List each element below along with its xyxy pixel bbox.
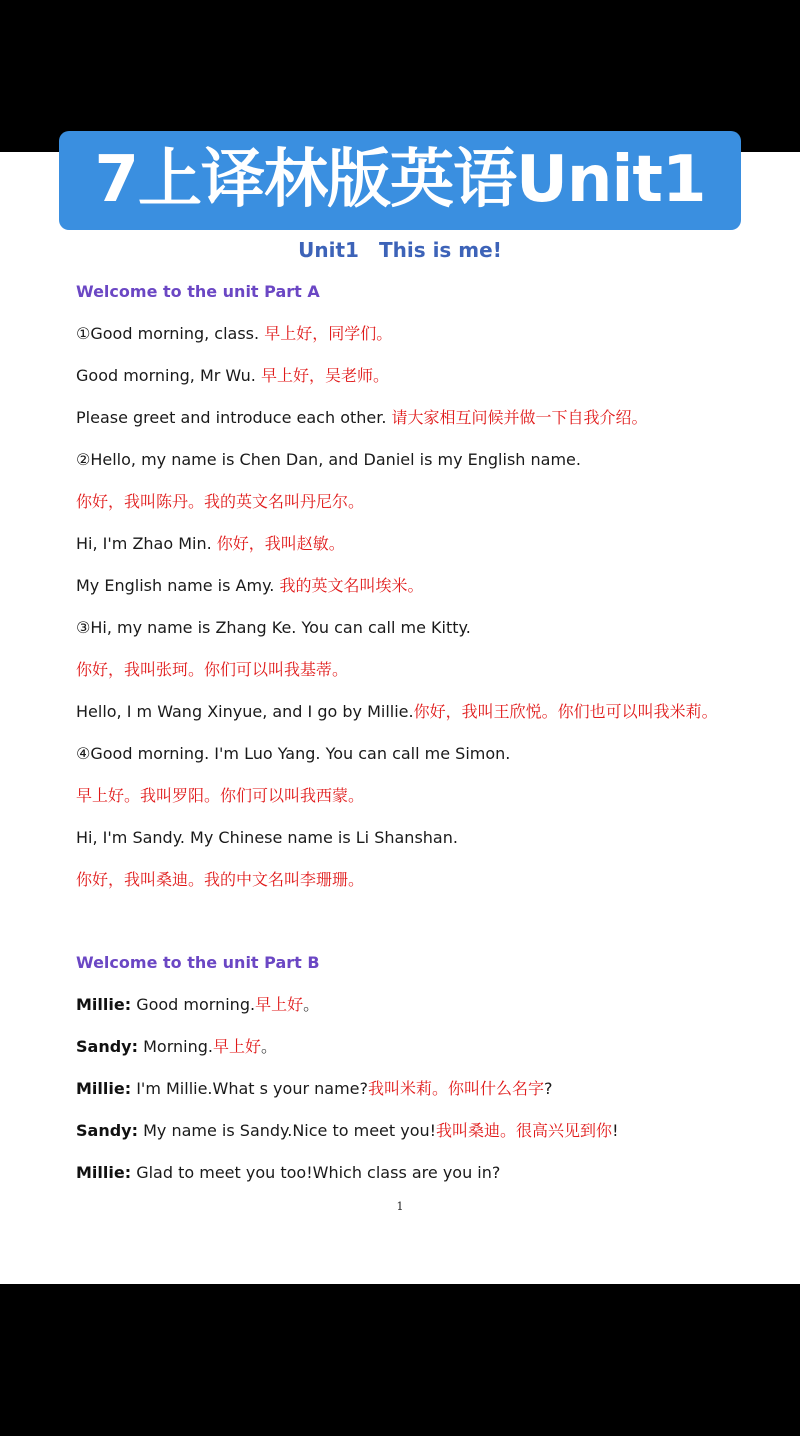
page-number: 1	[396, 1200, 404, 1213]
part-b-heading: Welcome to the unit Part B	[76, 953, 320, 972]
top-black-bar	[0, 0, 800, 152]
bottom-black-bar	[0, 1284, 800, 1436]
english-text: My English name is Amy.	[76, 576, 275, 595]
chinese-translation: 你好，我叫桑迪。我的中文名叫李珊珊。	[76, 870, 365, 889]
part-a-line-10	[76, 698, 776, 726]
chinese-translation: 早上好	[212, 1037, 261, 1056]
english-text: Hi, I'm Sandy. My Chinese name is Li Shanshan.	[76, 828, 458, 847]
punctuation: ?	[544, 1079, 553, 1098]
english-text: Good morning.	[136, 995, 256, 1014]
document-title-unit: Unit1	[298, 238, 359, 262]
speaker-name: Millie:	[76, 1079, 132, 1098]
chinese-translation: 早上好	[255, 995, 304, 1014]
part-a-line-4	[76, 446, 776, 474]
part-b-dialogue-4	[76, 1117, 776, 1145]
chinese-translation: 你好，我叫张珂。你们可以叫我基蒂。	[76, 660, 349, 679]
chinese-translation: 你好，我叫赵敏。	[216, 534, 345, 553]
part-a-line-12	[76, 782, 776, 810]
punctuation: 。	[303, 995, 320, 1014]
chinese-translation: 我的英文名叫埃米。	[279, 576, 424, 595]
document-title	[0, 233, 800, 267]
english-text: Good morning, Mr Wu.	[76, 366, 256, 385]
part-a-line-5	[76, 488, 776, 516]
part-a-line-14	[76, 866, 776, 894]
part-a-line-13	[76, 824, 776, 852]
chinese-translation: 早上好，吴老师。	[260, 366, 389, 385]
speaker-name: Millie:	[76, 1163, 132, 1182]
chinese-translation: 你好，我叫王欣悦。你们也可以叫我米莉。	[413, 702, 718, 721]
punctuation: !	[612, 1121, 619, 1140]
english-text: ②Hello, my name is Chen Dan, and Daniel is my English name.	[76, 450, 581, 469]
part-a-heading: Welcome to the unit Part A	[76, 282, 320, 301]
english-text: Glad to meet you too!Which class are you in?	[136, 1163, 501, 1182]
english-text: I'm Millie.What s your name?	[136, 1079, 368, 1098]
part-b-dialogue-1	[76, 991, 776, 1019]
english-text: ④Good morning. I'm Luo Yang. You can call me Simon.	[76, 744, 511, 763]
english-text: Morning.	[143, 1037, 213, 1056]
part-b-dialogue-5	[76, 1159, 776, 1187]
part-a-line-7	[76, 572, 776, 600]
chinese-translation: 我叫桑迪。很高兴见到你	[436, 1121, 613, 1140]
english-text: My name is Sandy.Nice to meet you!	[143, 1121, 437, 1140]
chinese-translation: 你好，我叫陈丹。我的英文名叫丹尼尔。	[76, 492, 365, 511]
part-a-line-9	[76, 656, 776, 684]
part-b-dialogue-3	[76, 1075, 776, 1103]
part-b-dialogue-2	[76, 1033, 776, 1061]
part-a-line-2	[76, 362, 776, 390]
speaker-name: Millie:	[76, 995, 132, 1014]
part-a-line-6	[76, 530, 776, 558]
english-text: ①Good morning, class.	[76, 324, 260, 343]
english-text: Please greet and introduce each other.	[76, 408, 387, 427]
part-a-line-8	[76, 614, 776, 642]
document-title-text: This is me!	[378, 238, 502, 262]
chinese-translation: 我叫米莉。你叫什么名字	[367, 1079, 544, 1098]
banner-title: 7上译林版英语Unit1	[94, 143, 706, 217]
part-a-line-3	[76, 404, 776, 432]
title-banner	[59, 131, 741, 230]
english-text: ③Hi, my name is Zhang Ke. You can call me Kitty.	[76, 618, 471, 637]
english-text: Hello, I m Wang Xinyue, and I go by Millie.	[76, 702, 414, 721]
chinese-translation: 请大家相互问候并做一下自我介绍。	[391, 408, 648, 427]
chinese-translation: 早上好，同学们。	[264, 324, 393, 343]
part-a-line-1	[76, 320, 776, 348]
speaker-name: Sandy:	[76, 1121, 138, 1140]
chinese-translation: 早上好。我叫罗阳。你们可以叫我西蒙。	[76, 786, 365, 805]
english-text: Hi, I'm Zhao Min.	[76, 534, 212, 553]
speaker-name: Sandy:	[76, 1037, 138, 1056]
part-a-line-11	[76, 740, 776, 768]
punctuation: 。	[260, 1037, 277, 1056]
